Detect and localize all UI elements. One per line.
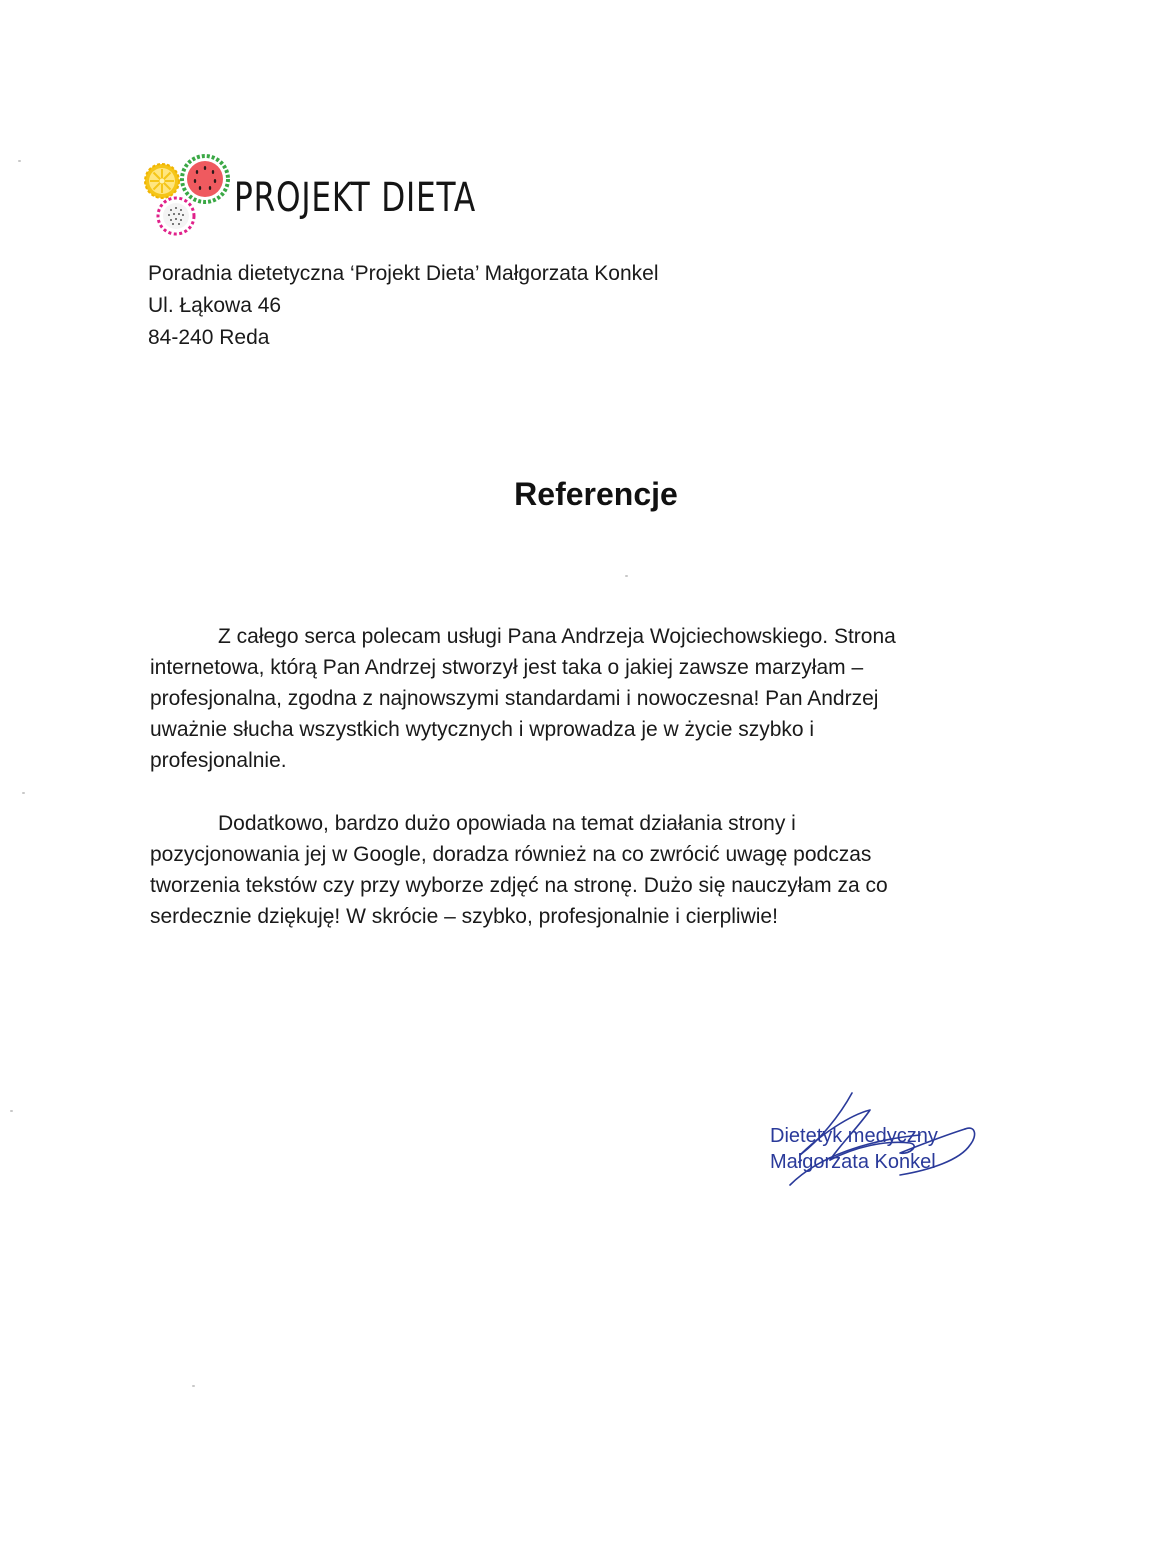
letter-body: [150, 621, 990, 932]
projekt-dieta-logo: [142, 152, 477, 242]
scan-speck: [10, 1110, 13, 1112]
paragraph-line: Z całego serca polecam usługi Pana Andrzeja Wojciechowskiego. Strona: [218, 625, 896, 648]
scan-speck: [192, 1385, 195, 1387]
paragraph-line: serdecznie dziękuję! W skrócie – szybko, profesjonalnie i cierpliwie!: [150, 905, 778, 928]
paragraph-line: profesjonalnie.: [150, 749, 287, 772]
paragraph-line: pozycjonowania jej w Google, doradza również na co zwrócić uwagę podczas: [150, 843, 872, 866]
body-paragraph-1: [150, 621, 990, 776]
fruit-logo-icon: [142, 152, 234, 242]
signature-name: Małgorzata Konkel: [770, 1151, 936, 1173]
sender-address: [148, 258, 659, 354]
scan-speck: [18, 160, 21, 162]
signature-role: Dietetyk medyczny: [770, 1125, 938, 1147]
scan-speck: [22, 792, 25, 794]
address-street: Ul. Łąkowa 46: [148, 294, 282, 317]
address-company: Poradnia dietetyczna ‘Projekt Dieta’ Małgorzata Konkel: [148, 262, 659, 285]
address-city: 84-240 Reda: [148, 326, 270, 349]
paragraph-line: tworzenia tekstów czy przy wyborze zdjęć na stronę. Dużo się nauczyłam za co: [150, 874, 888, 897]
scan-speck: [625, 575, 628, 577]
logo-wordmark: PROJEKT DIETA: [234, 175, 477, 221]
paragraph-line: internetowa, którą Pan Andrzej stworzył jest taka o jakiej zawsze marzyłam –: [150, 656, 864, 679]
signature-block: [760, 1085, 990, 1195]
letter-title: Referencje: [514, 476, 678, 512]
paragraph-line: profesjonalna, zgodna z najnowszymi standardami i nowoczesna! Pan Andrzej: [150, 687, 879, 710]
paragraph-line: Dodatkowo, bardzo dużo opowiada na temat działania strony i: [218, 812, 796, 835]
paragraph-line: uważnie słucha wszystkich wytycznych i wprowadza je w życie szybko i: [150, 718, 815, 741]
handwritten-signature-icon: [760, 1085, 990, 1195]
body-paragraph-2: [150, 808, 990, 932]
